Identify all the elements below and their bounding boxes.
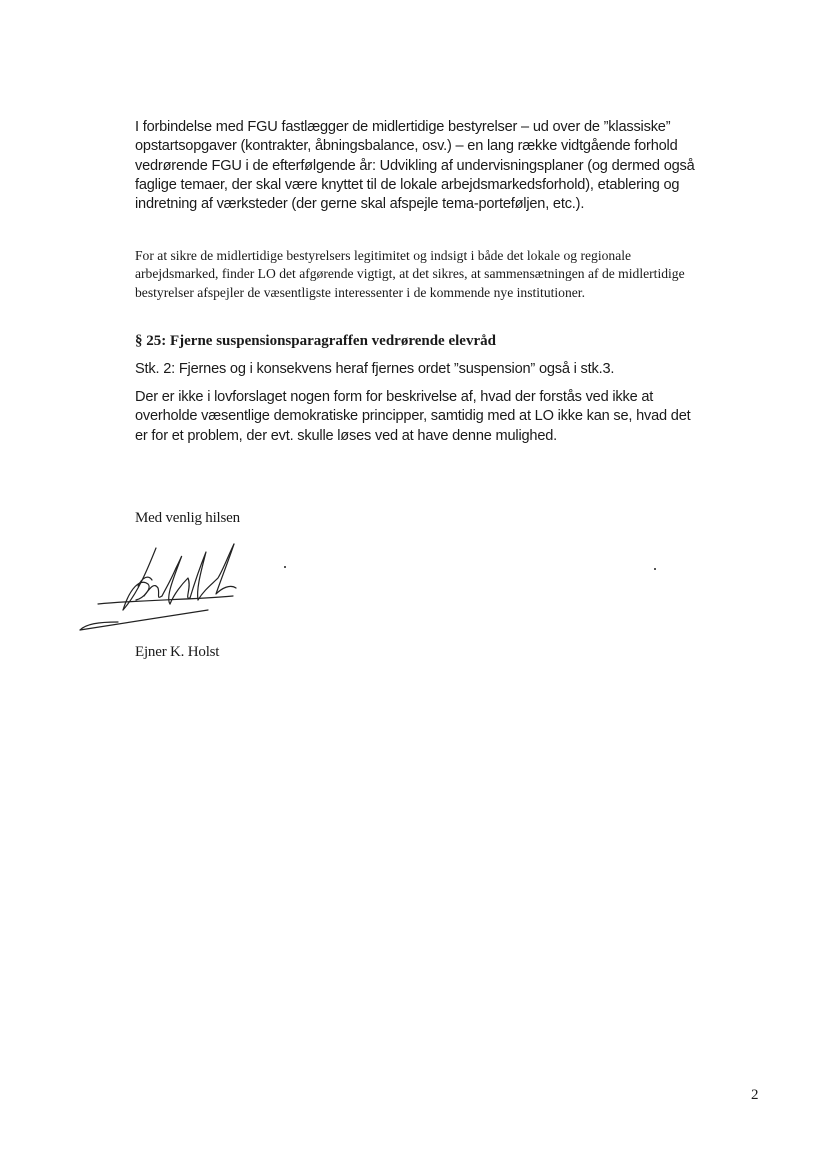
handwritten-signature [78, 538, 278, 638]
section-heading: § 25: Fjerne suspensionsparagraffen vedrørende elevråd [135, 333, 496, 349]
paragraph-stk2: Stk. 2: Fjernes og i konsekvens heraf fjernes ordet ”suspension” også i stk.3. [135, 361, 615, 377]
closing-greeting: Med venlig hilsen [135, 510, 240, 526]
scan-speck [284, 566, 286, 568]
paragraph-legitimitet: For at sikre de midlertidige bestyrelsers legitimitet og indsigt i både det lokale og regionale arbejdsmarked, finder LO det afgørende vigtigt, at det sikres, at sammensætningen af de midlertidige bestyrelser afspejler de væsentligste interessenter i de kommende nye institutioner. [135, 248, 685, 300]
paragraph-fgu-bestyrelser: I forbindelse med FGU fastlægger de midlertidige bestyrelser – ud over de ”klassiske” opstartsopgaver (kontrakter, åbningsbalance, osv.) – en lang række vidtgående forhold vedrørende FGU i de efterfølgende år: Udvikling af undervisningsplaner (og dermed også faglige temaer, der skal være knyttet til de lokale arbejdsmarkedsforhold), etablering og indretning af værksteder (der gerne skal afspejle tema-porteføljen, etc.). [135, 119, 695, 213]
signer-name: Ejner K. Holst [135, 644, 220, 660]
scan-speck [654, 568, 656, 570]
paragraph-demokratiske-principper: Der er ikke i lovforslaget nogen form for beskrivelse af, hvad der forstås ved ikke at overholde væsentlige demokratiske principper, samtidig med at LO ikke kan se, hvad det er for et problem, der evt. skulle løses ved at have denne mulighed. [135, 389, 691, 444]
page-number: 2 [751, 1087, 759, 1103]
